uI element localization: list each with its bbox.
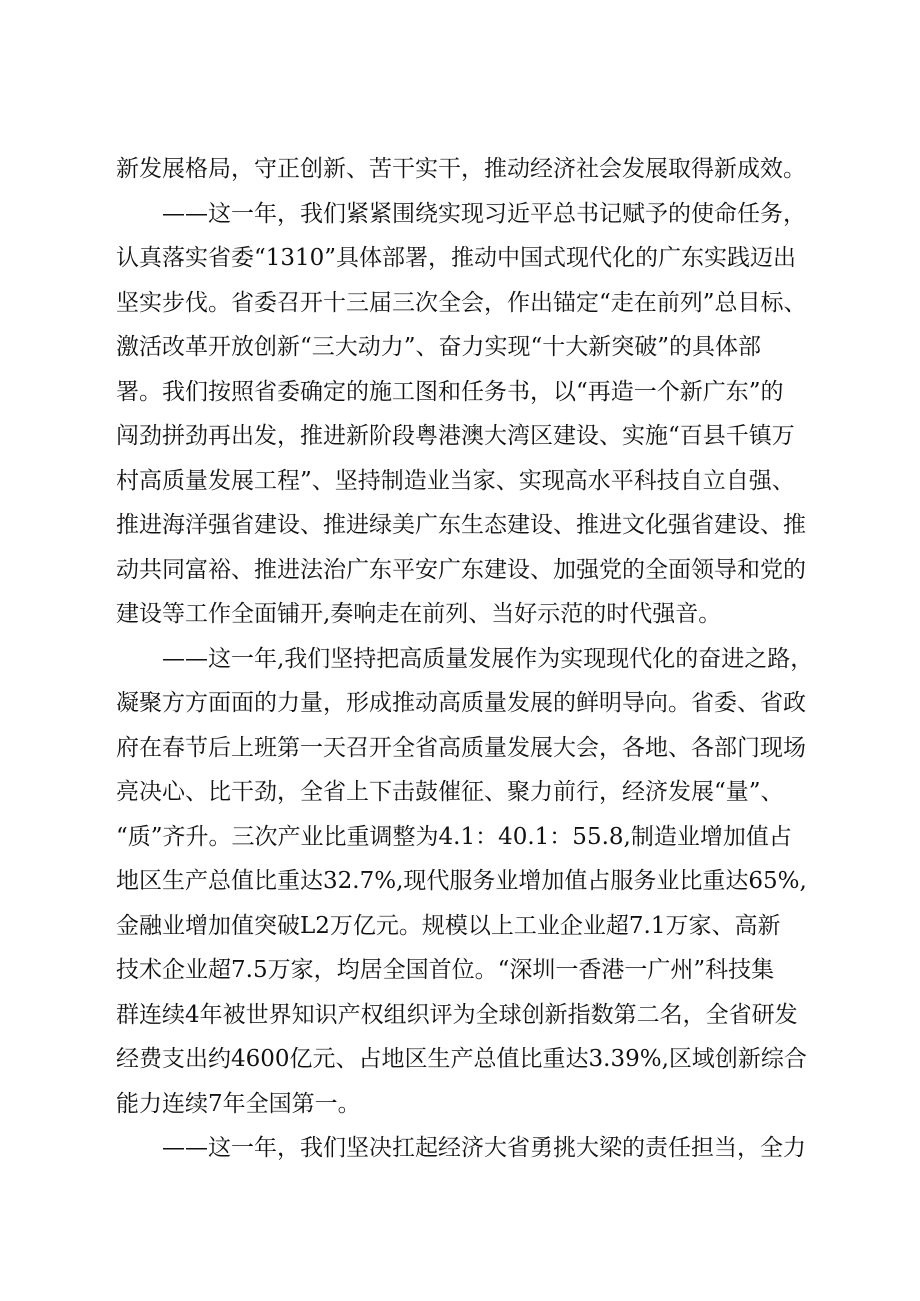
text-line: 技术企业超7.5万家，均居全国首位。“深圳一香港一广州”科技集: [116, 957, 775, 983]
text-line: 府在春节后上班第一天召开全省高质量发展大会，各地、各部门现场: [116, 734, 806, 761]
text-line: 凝聚方方面面的力量，形成推动高质量发展的鲜明导向。省委、省政: [116, 690, 806, 716]
text-line: 地区生产总值比重达32.7%,现代服务业增加值占服务业比重达65%,: [116, 868, 807, 894]
text-line: 村高质量发展工程”、坚持制造业当家、实现高水平科技自立自强、: [116, 467, 795, 494]
text-line: 推进海洋强省建设、推进绿美广东生态建设、推进文化强省建设、推: [116, 512, 806, 538]
text-line: 激活改革开放创新“三大动力”、奋力实现“十大新突破”的具体部: [116, 334, 762, 360]
text-line: 闯劲拼劲再出发，推进新阶段粤港澳大湾区建设、实施“百县千镇万: [116, 423, 795, 449]
text-line: 坚实步伐。省委召开十三届三次全会，作出锚定“走在前列”总目标、: [116, 289, 807, 316]
text-line: 经费支出约4600亿元、占地区生产总值比重达3.39%,区域创新综合: [116, 1046, 807, 1072]
text-line: ——这一年，我们紧紧围绕实现习近平总书记赋予的使命任务，: [162, 200, 806, 227]
text-line: ——这一年,我们坚持把高质量发展作为实现现代化的奋进之路，: [162, 645, 814, 672]
text-line: 新发展格局，守正创新、苦干实干，推动经济社会发展取得新成效。: [116, 156, 806, 182]
text-line: 亮决心、比干劲，全省上下击鼓催征、聚力前行，经济发展“量”、: [116, 779, 784, 805]
document-body-text: [116, 147, 816, 1171]
text-line: 署。我们按照省委确定的施工图和任务书，以“再造一个新广东”的: [116, 378, 784, 405]
text-line: 认真落实省委“1310”具体部署，推动中国式现代化的广东实践迈出: [116, 245, 797, 271]
text-line: ——这一年，我们坚决扛起经济大省勇挑大梁的责任担当，全力: [162, 1135, 806, 1161]
text-line: 动共同富裕、推进法治广东平安广东建设、加强党的全面领导和党的: [116, 556, 806, 583]
text-line: 金融业增加值突破L2万亿元。规模以上工业企业超7.1万家、高新: [116, 912, 781, 939]
text-line: 建设等工作全面铺开,奏响走在前列、当好示范的时代强音。: [116, 601, 722, 627]
text-line: 群连续4年被世界知识产权组织评为全球创新指数第二名，全省研发: [116, 1001, 798, 1028]
text-line: 能力连续7年全国第一。: [116, 1090, 361, 1117]
text-line: “质”齐升。三次产业比重调整为4.1：40.1：55.8,制造业增加值占: [116, 823, 792, 850]
